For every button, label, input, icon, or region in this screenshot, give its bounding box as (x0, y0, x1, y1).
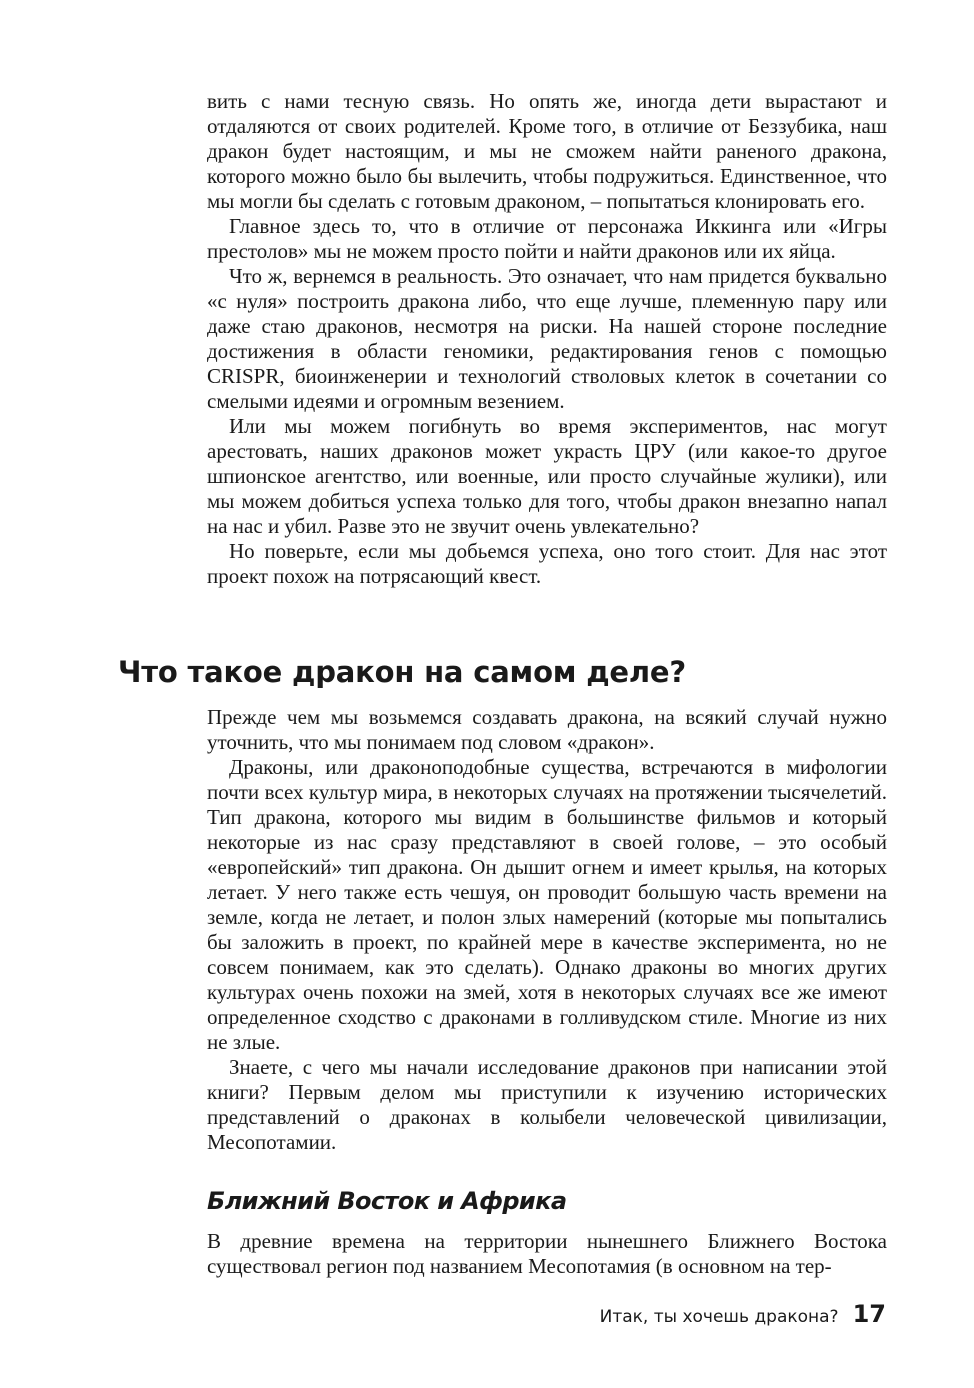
running-title: Итак, ты хочешь дракона? (599, 1307, 839, 1327)
paragraph: Прежде чем мы возьмемся создавать дракона, на всякий случай нужно уточнить, что мы понимаем под словом «дракон». (207, 705, 887, 754)
section-heading: Что такое дракон на самом деле? (118, 655, 687, 689)
paragraph: Драконы, или драконоподобные существа, встречаются в мифологии почти всех культур мира, в некоторых случаях на протяжении тысячелетий. Тип дракона, которого мы видим в большинстве фильмов и который некоторые из нас сразу представляют в своей голове, – это особый «европейский» тип дракона. Он дышит огнем и имеет крылья, на которых летает. У него также есть чешуя, он проводит большую часть времени на земле, когда не летает, и полон злых намерений (которые мы попытались бы заложить в проект, по крайней мере в качестве эксперимента, но не совсем понимаем, как это сделать). Однако драконы во многих других культурах очень похожи на змей, хотя в некоторых случаях все же имеют определенное сходство с драконами в голливудском стиле. Многие из них не злые. (207, 755, 887, 1054)
subsection-heading: Ближний Восток и Африка (207, 1187, 567, 1215)
paragraph: Или мы можем погибнуть во время экспериментов, нас могут арестовать, наших драконов может украсть ЦРУ (или какое-то другое шпионское агентство, или военные, или просто случайные жулики), или мы можем добиться успеха только для того, чтобы дракон внезапно напал на нас и убил. Разве это не звучит очень увлекательно? (207, 414, 887, 538)
text-block-section (207, 705, 887, 1155)
text-block-subsection (207, 1229, 887, 1279)
paragraph: вить с нами тесную связь. Но опять же, иногда дети вырастают и отдаляются от своих родителей. Кроме того, в отличие от Беззубика, наш дракон будет настоящим, и мы не сможем найти раненого дракона, которого можно было бы вылечить, чтобы подружиться. Единственное, что мы могли бы сделать с готовым драконом, – попытаться клонировать его. (207, 89, 887, 213)
paragraph: Но поверьте, если мы добьемся успеха, оно того стоит. Для нас этот проект похож на потрясающий квест. (207, 539, 887, 588)
paragraph: Знаете, с чего мы начали исследование драконов при написании этой книги? Первым делом мы приступили к изучению исторических представлений о драконах в колыбели человеческой цивилизации, Месопотамии. (207, 1055, 887, 1154)
paragraph: Что ж, вернемся в реальность. Это означает, что нам придется буквально «с нуля» построить дракона либо, что еще лучше, племенную пару или даже стаю драконов, несмотря на риски. На нашей стороне последние достижения в области геномики, редактирования генов с помощью CRISPR, биоинженерии и технологий стволовых клеток в сочетании со смелыми идеями и огромным везением. (207, 264, 887, 413)
paragraph: Главное здесь то, что в отличие от персонажа Иккинга или «Игры престолов» мы не можем просто пойти и найти драконов или их яйца. (207, 214, 887, 263)
page-number: 17 (852, 1300, 886, 1328)
paragraph: В древние времена на территории нынешнего Ближнего Востока существовал регион под названием Месопотамия (в основном на тер- (207, 1229, 887, 1278)
text-block-intro (207, 89, 887, 589)
page-footer (600, 1300, 886, 1328)
